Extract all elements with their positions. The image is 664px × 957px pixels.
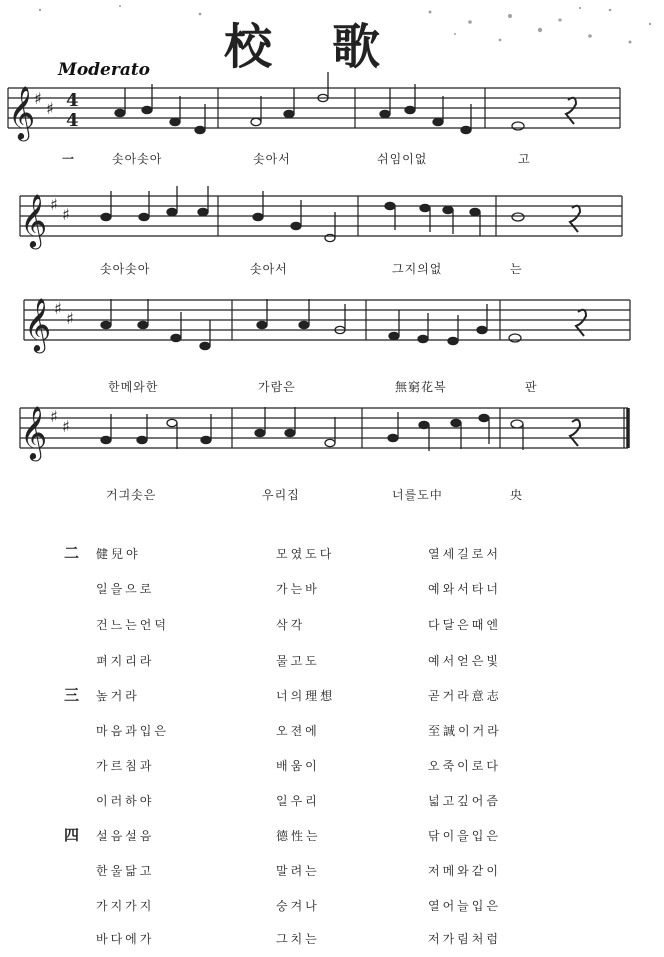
verse-line: 다달은때엔 xyxy=(428,618,501,632)
lyric-text: 솟아서 xyxy=(250,262,288,276)
svg-text:♯: ♯ xyxy=(46,99,54,118)
verse-line: 숭겨나 xyxy=(276,899,320,913)
lyric-text: 우리집 xyxy=(262,488,300,502)
verse-line: 한울닮고 xyxy=(96,864,155,878)
time-signature-top: 4 xyxy=(66,90,79,111)
verse-line: 가지가지 xyxy=(96,899,155,913)
verse-line: 예서얻은빛 xyxy=(428,654,501,668)
verse-line: 바다에가 xyxy=(96,932,155,946)
verse1-number: 一 xyxy=(62,152,76,166)
verse-line: 저메와같이 xyxy=(428,864,501,878)
treble-clef-icon: 𝄞 xyxy=(24,297,52,351)
verse-line: 저가림처럼 xyxy=(428,932,501,946)
lyric-text: 央 xyxy=(510,488,524,502)
treble-clef-icon: 𝄞 xyxy=(20,405,48,459)
lyric-text: 한메와한 xyxy=(108,380,159,394)
verse-line: 설음설음 xyxy=(96,829,155,843)
verse-line: 배움이 xyxy=(276,759,320,773)
lyric-text: 고 xyxy=(518,152,531,166)
verse-line: 모였도다 xyxy=(276,547,335,561)
svg-text:♯: ♯ xyxy=(50,407,58,426)
verse-line: 열어늘입은 xyxy=(428,899,501,913)
verse-line: 오젼에 xyxy=(276,724,320,738)
verse-line: 그치는 xyxy=(276,932,320,946)
verse-line: 健兒야 xyxy=(96,547,141,561)
svg-text:♯: ♯ xyxy=(66,309,74,328)
verse-line: 높거라 xyxy=(96,689,140,703)
verse-number: 二 xyxy=(64,544,80,562)
svg-text:♯: ♯ xyxy=(54,299,62,318)
verse-line: 이러하야 xyxy=(96,794,155,808)
verse-line: 예와서타너 xyxy=(428,582,501,596)
song-title: 校歌 xyxy=(223,19,440,75)
lyric-text: 거긔솟은 xyxy=(106,488,157,502)
verse-line: 마음과입은 xyxy=(96,724,169,738)
sharp-icon: ♯ xyxy=(34,89,42,108)
verse-line: 열세길로서 xyxy=(428,547,501,561)
time-signature-bottom: 4 xyxy=(66,110,79,131)
verse-line: 닦이을입은 xyxy=(428,829,501,843)
svg-text:♯: ♯ xyxy=(62,417,70,436)
verse-line: 삭각 xyxy=(276,618,306,632)
svg-text:♯: ♯ xyxy=(62,205,70,224)
rest-icon xyxy=(570,420,580,446)
svg-text:♯: ♯ xyxy=(50,195,58,214)
lyric-text: 판 xyxy=(525,380,538,394)
verse-line: 至誠이거라 xyxy=(428,724,502,738)
verse-line: 건느는언덕 xyxy=(96,618,169,632)
lyric-text: 는 xyxy=(510,262,523,276)
verse-line: 넓고깊어즘 xyxy=(428,794,501,808)
verse-line: 곧거라意志 xyxy=(428,689,502,703)
verse-number: 三 xyxy=(64,686,80,704)
lyric-text: 솟아솟아 xyxy=(112,152,163,166)
rest-icon xyxy=(576,310,586,336)
verse-number: 四 xyxy=(64,826,80,844)
lyric-text: 쉬임이없 xyxy=(377,152,428,166)
staff-3 xyxy=(24,300,630,340)
verse-line: 德性는 xyxy=(276,829,321,843)
staff-1 xyxy=(8,88,620,128)
verse-line: 가는바 xyxy=(276,582,320,596)
treble-clef-icon: 𝄞 xyxy=(8,85,36,139)
lyric-text: 가람은 xyxy=(258,380,296,394)
lyric-text: 無窮花복 xyxy=(395,380,447,394)
verse-line: 물고도 xyxy=(276,654,320,668)
verse-line: 말려는 xyxy=(276,864,320,878)
lyric-text: 너를도中 xyxy=(392,488,443,502)
lyric-text: 솟아솟아 xyxy=(100,262,151,276)
verse-line: 펴지리라 xyxy=(96,654,155,668)
lyric-text: 그지의없 xyxy=(392,262,443,276)
verse-line: 너의理想 xyxy=(276,689,336,703)
verse-line: 일을으로 xyxy=(96,582,155,596)
treble-clef-icon: 𝄞 xyxy=(20,193,48,247)
lyric-text: 솟아서 xyxy=(253,152,291,166)
rest-icon xyxy=(570,206,580,232)
verse-line: 오죽이로다 xyxy=(428,759,501,773)
verse-line: 일우리 xyxy=(276,794,320,808)
rest-icon xyxy=(566,98,576,124)
tempo-marking: Moderato xyxy=(58,60,151,80)
verse-line: 가르침과 xyxy=(96,759,155,773)
